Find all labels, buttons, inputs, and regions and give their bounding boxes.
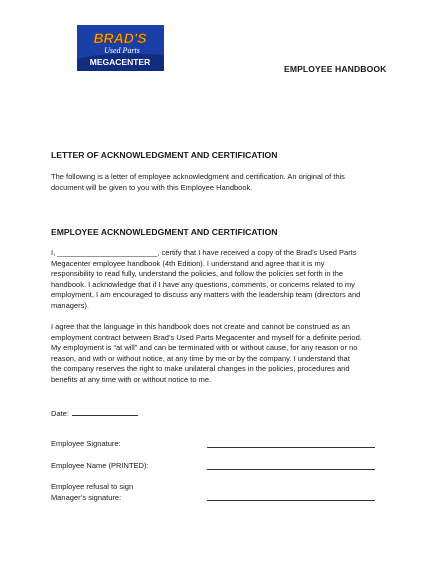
refusal-label: Employee refusal to sign — [51, 482, 134, 491]
manager-signature-line[interactable] — [207, 500, 375, 501]
paragraph-line: The following is a letter of employee acknowledgment and certification. An original of this — [51, 172, 345, 181]
svg-text:BRAD'S: BRAD'S — [93, 30, 147, 46]
logo-graphic — [77, 25, 164, 71]
paragraph-line: responsibility to read fully, understand the policies, and follow the policies set forth in the — [51, 269, 344, 279]
svg-text:Used Parts: Used Parts — [104, 46, 140, 55]
acknowledgment-paragraph — [51, 248, 389, 312]
date-blank[interactable] — [72, 407, 138, 416]
company-logo — [77, 25, 164, 71]
employee-name-label: Employee Name (PRINTED): — [51, 461, 149, 470]
employee-signature-line[interactable] — [207, 447, 375, 448]
paragraph-line: document will be given to you with this Employee Handbook. — [51, 182, 253, 192]
at-will-paragraph — [51, 322, 389, 386]
manager-signature-label: Manager’s signature: — [51, 493, 122, 502]
employee-signature-label: Employee Signature: — [51, 439, 121, 448]
section-heading-letter: LETTER OF ACKNOWLEDGMENT AND CERTIFICATION — [51, 150, 278, 160]
document-title: EMPLOYEE HANDBOOK — [284, 64, 387, 74]
date-field — [51, 407, 138, 420]
paragraph-line: benefits at any time with or without notice to me. — [51, 374, 212, 384]
svg-text:MEGACENTER: MEGACENTER — [89, 57, 151, 67]
paragraph-line: employment contract between Brad’s Used Parts Megacenter and myself for a definite period. — [51, 332, 362, 342]
paragraph-line: handbook. I acknowledge that if I have any questions, comments, or concerns related to my — [51, 279, 355, 289]
paragraph-line: My employment is “at will” and can be terminated with or without cause, for any reason or no — [51, 343, 358, 353]
paragraph-line: Megacenter employee handbook (4th Edition). I understand and agree that it is my — [51, 258, 325, 268]
date-label: Date: — [51, 409, 69, 418]
employee-name-line[interactable] — [207, 469, 375, 470]
section-heading-acknowledgment: EMPLOYEE ACKNOWLEDGMENT AND CERTIFICATION — [51, 227, 278, 237]
paragraph-line: employment, I am encouraged to discuss any matters with the leadership team (directors and — [51, 290, 361, 300]
paragraph-line: the company reserves the right to make unilateral changes in the policies, procedures and — [51, 364, 350, 374]
paragraph-line: managers). — [51, 300, 89, 310]
paragraph-line: reason, and with or without notice, at any time by me or by the company. I understand that — [51, 353, 350, 363]
paragraph-line: I agree that the language in this handbook does not create and cannot be construed as an — [51, 322, 350, 331]
intro-paragraph — [51, 172, 389, 193]
paragraph-line: I, ________________________, certify that I have received a copy of the Brad’s Used Parts — [51, 248, 357, 257]
